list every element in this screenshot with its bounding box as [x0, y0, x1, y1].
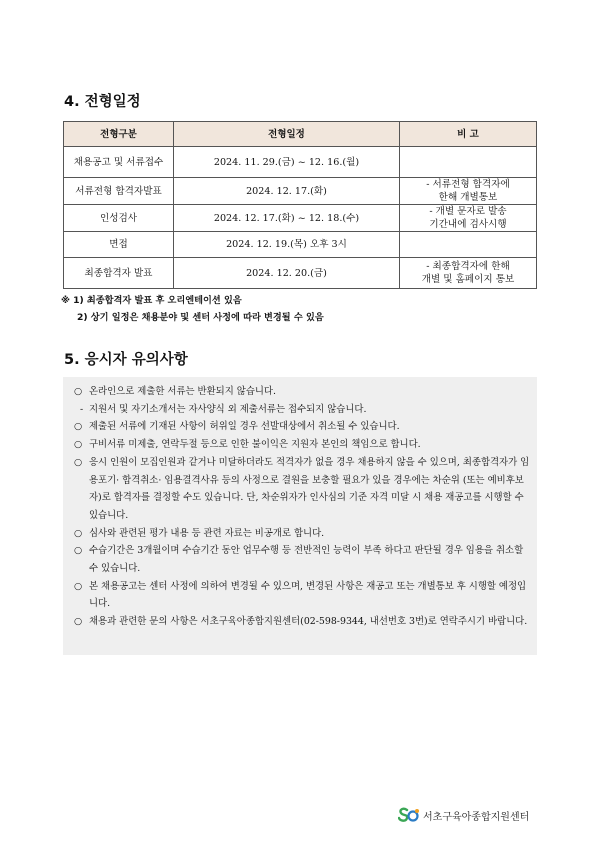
- stage-cell: 채용공고 및 서류접수: [64, 147, 174, 178]
- note-cell: [400, 232, 537, 258]
- date-cell: 2024. 12. 19.(목) 오후 3시: [174, 232, 400, 258]
- table-row: [64, 178, 537, 205]
- date-cell: 2024. 12. 20.(금): [174, 258, 400, 289]
- table-row: [64, 205, 537, 232]
- column-header: 전형구분: [64, 122, 174, 147]
- dash-bullet-icon: -: [80, 403, 84, 415]
- circle-bullet-icon: ○: [74, 580, 83, 592]
- footer: [398, 807, 529, 823]
- list-item-text: 본 채용공고는 센터 사정에 의하여 변경될 수 있으며, 변경된 사항은 재공고 또는 개별통보 후 시행할 예정입니다.: [89, 580, 527, 610]
- circle-bullet-icon: ○: [74, 386, 83, 397]
- column-header: 전형일정: [174, 122, 400, 147]
- note-line: 한해 개별통보: [438, 192, 498, 203]
- note-cell: [400, 205, 537, 232]
- section-title-schedule: 4. 전형일정: [64, 94, 141, 110]
- note-cell: [400, 147, 537, 178]
- date-cell: 2024. 12. 17.(화) ~ 12. 18.(수): [174, 205, 400, 232]
- circle-bullet-icon: ○: [74, 456, 83, 468]
- note-line: 기간내에 검사시행: [429, 219, 507, 230]
- schedule-notes: [61, 292, 541, 326]
- circle-bullet-icon: ○: [74, 421, 83, 433]
- circle-bullet-icon: ○: [74, 616, 83, 628]
- list-item: [74, 578, 532, 613]
- date-cell: 2024. 11. 29.(금) ~ 12. 16.(월): [174, 147, 400, 178]
- list-item: [74, 436, 532, 454]
- stage-cell: 최종합격자 발표: [64, 258, 174, 289]
- note-line-1: ※ 1) 최종합격자 발표 후 오리엔테이션 있음: [61, 295, 242, 306]
- list-item: [74, 383, 532, 401]
- stage-cell: 면접: [64, 232, 174, 258]
- section-title-notices: 5. 응시자 유의사항: [64, 352, 188, 368]
- list-item-text: 구비서류 미제출, 연락두절 등으로 인한 불이익은 지원자 본인의 책임으로 합니다.: [89, 439, 421, 451]
- notice-list: [74, 383, 532, 631]
- list-item-text: 제출된 서류에 기재된 사항이 허위일 경우 선발대상에서 취소될 수 있습니다.: [89, 421, 400, 433]
- note-line-2: 2) 상기 일정은 채용분야 및 센터 사정에 따라 변경될 수 있음: [77, 312, 324, 323]
- table-row: [64, 232, 537, 258]
- column-header: 비 고: [400, 122, 537, 147]
- note-cell: [400, 178, 537, 205]
- table-row: [64, 147, 537, 178]
- note-cell: [400, 258, 537, 289]
- list-item: [74, 525, 532, 543]
- stage-cell: 인성검사: [64, 205, 174, 232]
- table-header-row: [64, 122, 537, 147]
- list-item-text: 수습기간은 3개월이며 수습기간 동안 업무수행 등 전반적인 능력이 부족 하다고 판단될 경우 임용을 취소할 수 있습니다.: [89, 545, 524, 575]
- list-item-text: 응시 인원이 모집인원과 같거나 미달하더라도 적격자가 없을 경우 채용하지 않을 수 있으며, 최종합격자가 임용포기· 합격취소· 임용결격사유 등의 사정으로 결원을 보충할 필요가 있을 경우에는 차순위 (또는 예비후보자)로 합격자를 결정할 수도 있습니다. 단, 차순위자가 인사심의 기준 자격 미달 시 채용 재공고를 시행할 수 있습니다.: [89, 456, 530, 521]
- org-name: 서초구육아종합지원센터: [423, 811, 530, 823]
- circle-bullet-icon: ○: [74, 439, 83, 451]
- note-line: 개별 및 홈페이지 통보: [421, 274, 515, 285]
- center-logo-icon: [398, 807, 420, 823]
- date-cell: 2024. 12. 17.(화): [174, 178, 400, 205]
- table-row: [64, 258, 537, 289]
- stage-cell: 서류전형 합격자발표: [64, 178, 174, 205]
- list-item: [74, 418, 532, 436]
- note-line: - 최종합격자에 한해: [426, 261, 510, 272]
- circle-bullet-icon: ○: [74, 527, 83, 539]
- list-item-text: 온라인으로 제출한 서류는 반환되지 않습니다.: [89, 386, 276, 397]
- schedule-table: [63, 121, 537, 289]
- list-item: [74, 613, 532, 631]
- list-item-text: 채용과 관련한 문의 사항은 서초구육아종합지원센터(02-598-9344, 내선번호 3번)로 연락주시기 바랍니다.: [89, 616, 528, 628]
- list-item-text: 심사와 관련된 평가 내용 등 관련 자료는 비공개로 합니다.: [89, 527, 325, 539]
- note-line: - 서류전형 합격자에: [426, 179, 510, 190]
- circle-bullet-icon: ○: [74, 545, 83, 557]
- note-line: - 개별 문자로 발송: [429, 206, 507, 217]
- list-item: [74, 542, 532, 577]
- list-item: [74, 454, 532, 525]
- list-item-sub: [74, 401, 532, 419]
- list-item-text: 지원서 및 자기소개서는 자사양식 외 제출서류는 접수되지 않습니다.: [89, 403, 367, 415]
